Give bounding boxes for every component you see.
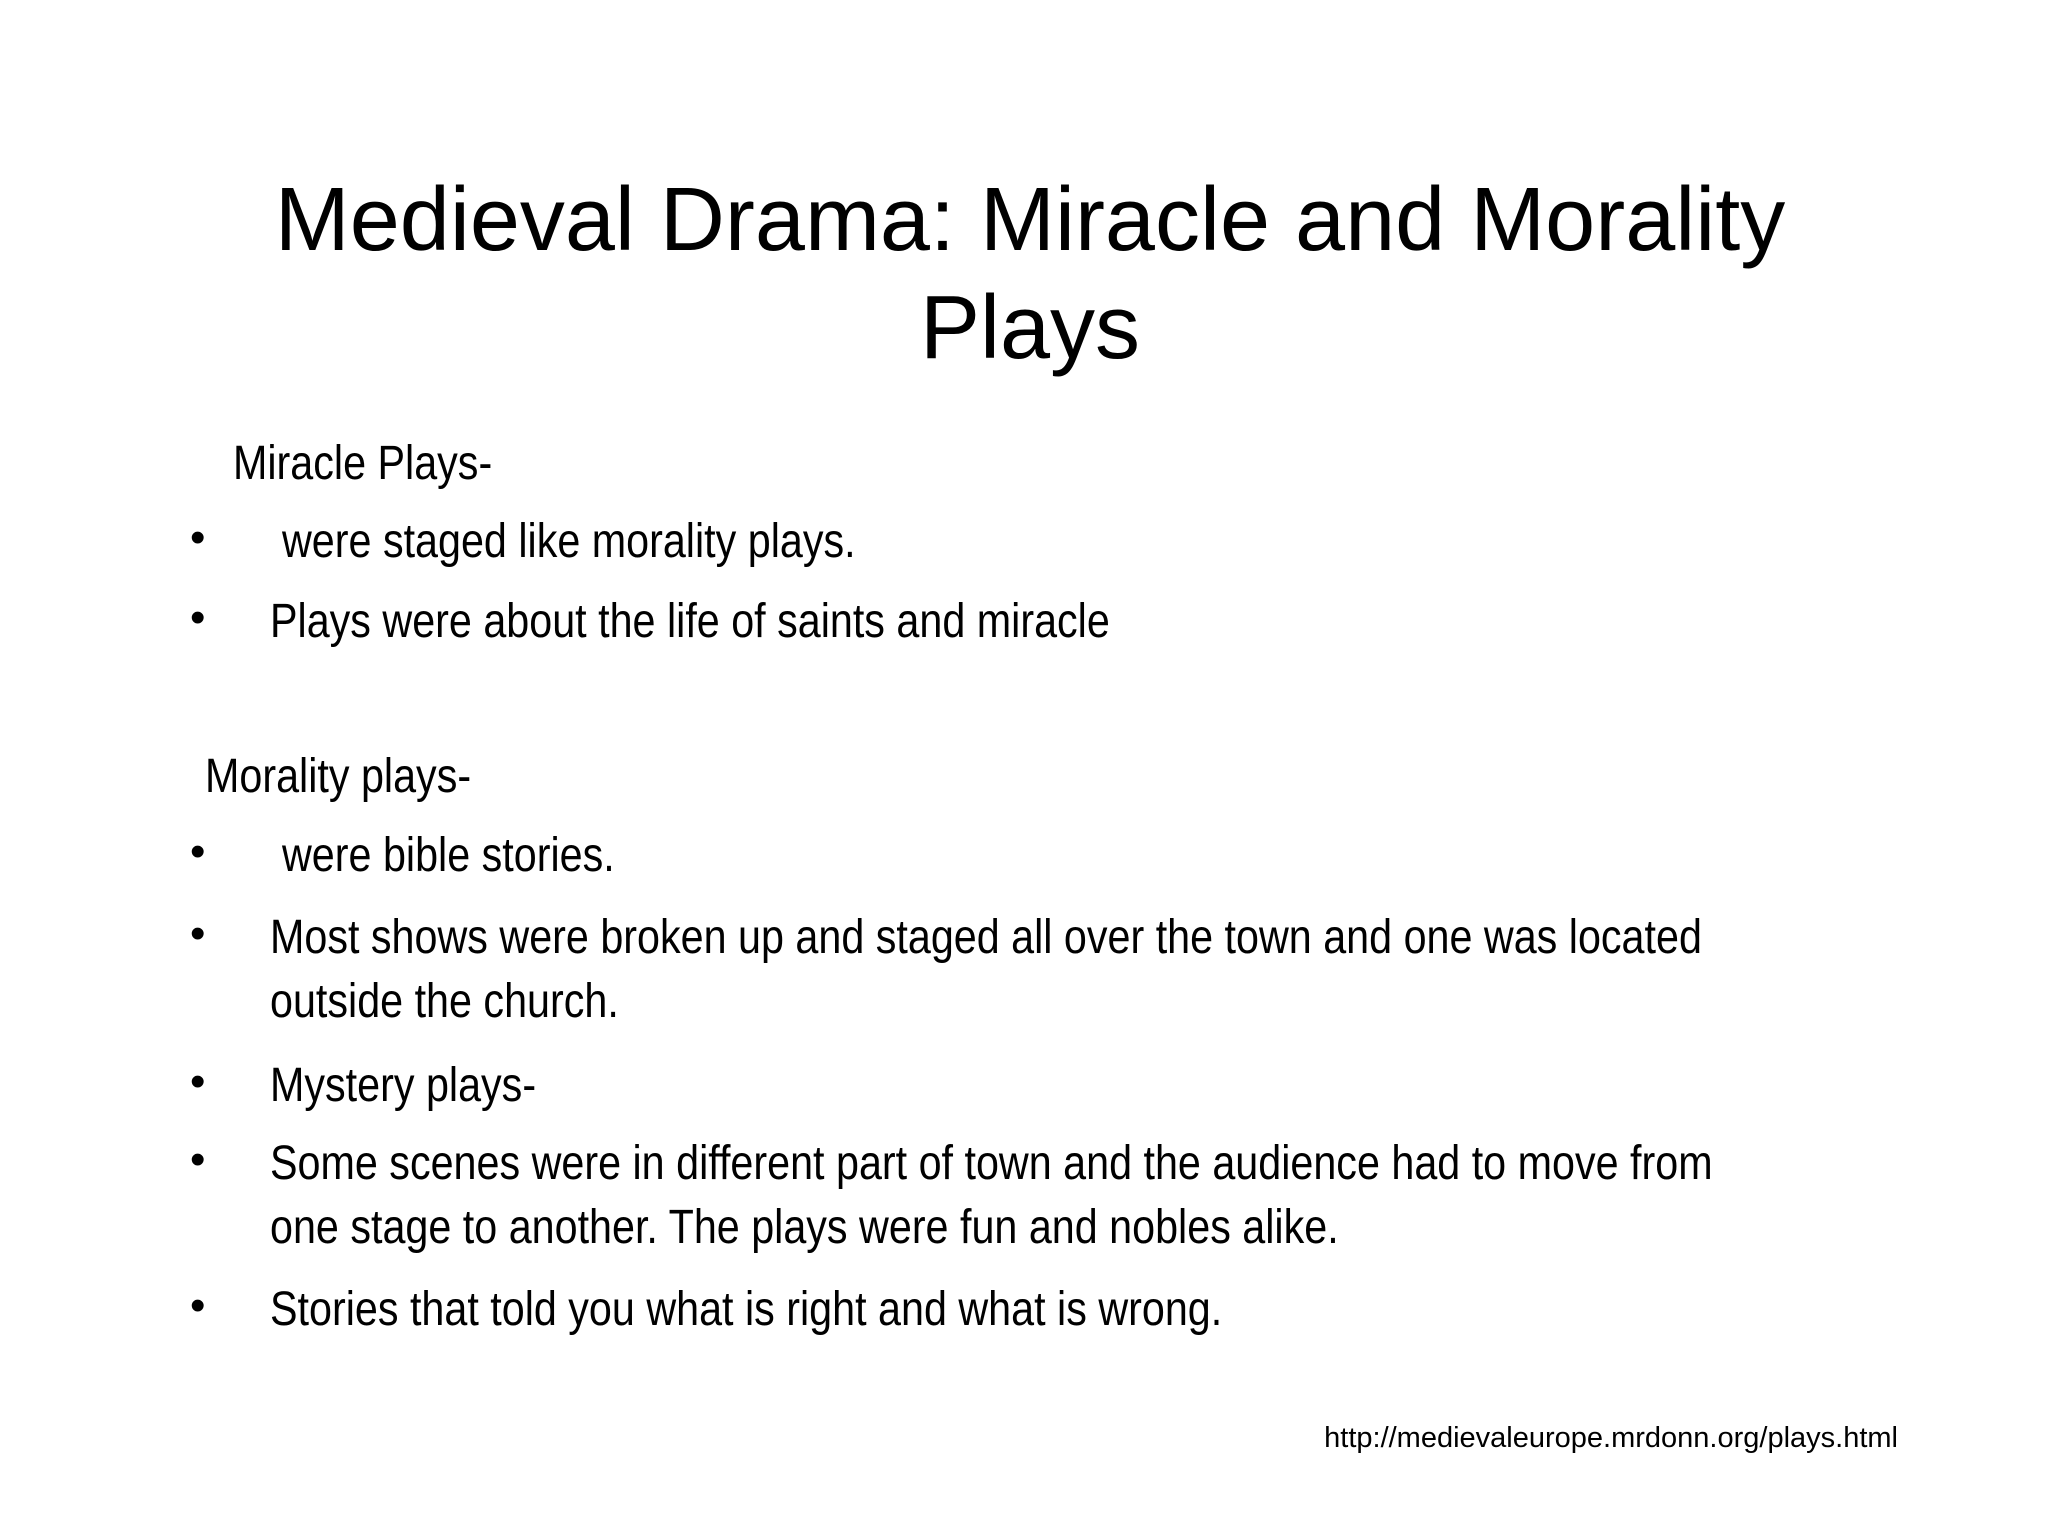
miracle-item-2: Plays were about the life of saints and miracle [270,595,1110,648]
morality-item-4-line-2: one stage to another. The plays were fun and nobles alike. [270,1201,1339,1254]
title-line-2: Plays [919,278,1141,378]
morality-item-1: were bible stories. [282,829,615,882]
morality-item-4-line-1: Some scenes were in different part of town and the audience had to move from [270,1137,1713,1190]
morality-item-5: Stories that told you what is right and what is wrong. [270,1283,1223,1336]
morality-item-3: Mystery plays- [270,1059,537,1112]
miracle-plays-heading: Miracle Plays- [233,437,493,490]
source-url: http://medievaleurope.mrdonn.org/plays.html [1324,1422,1898,1454]
bullet-icon: • [190,1281,206,1330]
morality-item-2-line-1: Most shows were broken up and staged all over the town and one was located [270,911,1702,964]
morality-item-2-line-2: outside the church. [270,975,619,1028]
slide-title [180,166,1880,382]
miracle-item-1: were staged like morality plays. [282,515,856,568]
bullet-icon: • [190,1057,206,1106]
title-line-1: Medieval Drama: Miracle and Morality [274,170,1786,270]
morality-plays-heading: Morality plays- [205,750,472,803]
bullet-icon: • [190,909,206,958]
bullet-icon: • [190,513,206,562]
bullet-icon: • [190,827,206,876]
bullet-icon: • [190,1135,206,1184]
bullet-icon: • [190,593,206,642]
